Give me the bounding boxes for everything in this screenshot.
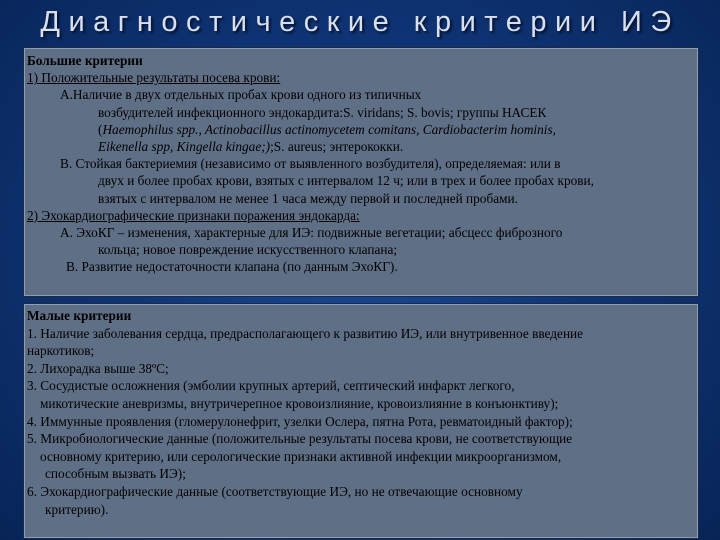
major-criterion-1a-cont: возбудителей инфекционного эндокардита:S. viridans; S. bovis; группы НАСЕК: [98, 104, 547, 120]
major-criteria-heading: Большие критерии: [27, 53, 143, 68]
minor-criterion-5-cont: основному критерию, или серологические признаки активной инфекции микроорганизмом,: [40, 448, 562, 464]
major-criterion-1a-organisms-2: [27, 138, 695, 155]
minor-criterion-4: 4. Иммунные проявления (гломерулонефрит, узелки Ослера, пятна Рота, ревматоидный фактор);: [27, 413, 573, 429]
organisms-plain: ;S. aureus; энтерококки.: [270, 139, 404, 155]
organisms-italic-2: Eikenella spp, Kingella kingae;): [98, 139, 271, 155]
major-criterion-1b: В. Стойкая бактериемия (независимо от выявленного возбудителя), определяемая: или в: [60, 156, 561, 172]
major-criterion-1a: А.Наличие в двух отдельных пробах крови одного из типичных: [60, 87, 422, 103]
major-criterion-2-title: 2) Эхокардиографические признаки поражения эндокарда:: [27, 207, 360, 223]
minor-criteria-box: [23, 303, 699, 539]
minor-criteria-heading: Малые критерии: [27, 308, 132, 323]
major-criteria-box: [23, 47, 699, 297]
minor-criterion-1-cont: наркотиков;: [27, 343, 95, 359]
major-criterion-1b-cont-2: взятых с интервалом не менее 1 часа между первой и последней пробами.: [98, 190, 518, 206]
minor-criterion-1: 1. Наличие заболевания сердца, предрасполагающего к развитию ИЭ, или внутривенное введение: [27, 325, 584, 341]
minor-criterion-2: 2. Лихорадка выше 38ºС;: [27, 360, 169, 376]
minor-criterion-5: 5. Микробиологические данные (положительные результаты посева крови, не соответствующие: [27, 431, 573, 447]
major-criterion-2a-cont: кольца; новое повреждение искусственного клапана;: [98, 242, 398, 258]
major-criterion-1b-cont: двух и более пробах крови, взятых с интервалом 12 ч; или в трех и более пробах крови,: [98, 173, 594, 189]
major-criterion-1-title: 1) Положительные результаты посева крови:: [27, 70, 281, 86]
paren-open: (: [98, 121, 103, 137]
minor-criterion-6-cont: критерию).: [45, 501, 109, 517]
organisms-italic: Haemophilus spp., Actinobacillus actinomycetem comitans, Cardiobacterim hominis,: [102, 121, 556, 137]
minor-criterion-3-cont: микотические аневризмы, внутричерепное кровоизлияние, кровоизлияние в конъюнктиву);: [40, 395, 559, 411]
major-criterion-2a: А. ЭхоКГ – изменения, характерные для ИЭ: подвижные вегетации; абсцесс фиброзного: [60, 225, 563, 241]
minor-criterion-6: 6. Эхокардиографические данные (соответствующие ИЭ, но не отвечающие основному: [27, 483, 523, 499]
minor-criterion-3: 3. Сосудистые осложнения (эмболии крупных артерий, септический инфаркт легкого,: [27, 378, 515, 394]
minor-criterion-5-cont-2: способным вызвать ИЭ);: [45, 466, 186, 482]
slide-title: Диагностические критерии ИЭ: [40, 6, 680, 38]
major-criterion-1a-organisms: [27, 121, 695, 138]
major-criterion-2b: В. Развитие недостаточности клапана (по данным ЭхоКГ).: [66, 259, 398, 275]
